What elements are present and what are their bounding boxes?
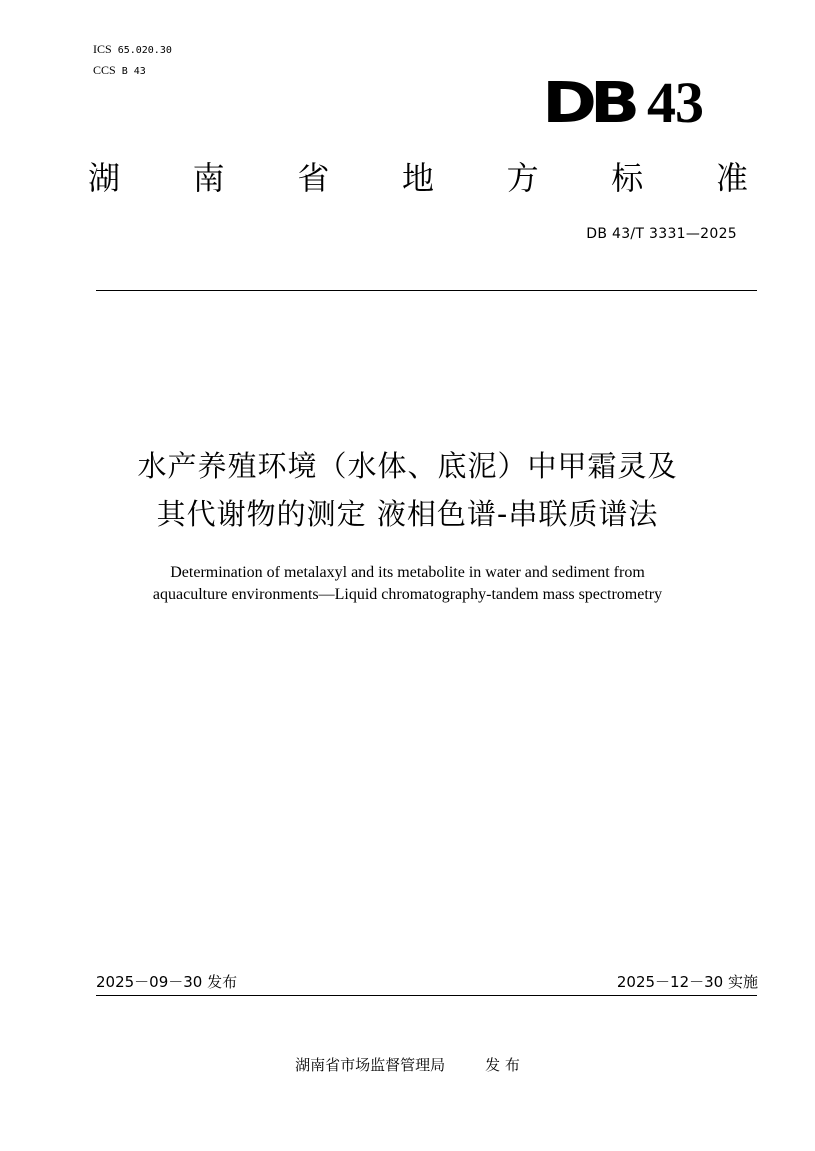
- chinese-title-line-2: 其代谢物的测定 液相色谱-串联质谱法: [156, 497, 659, 531]
- footer-divider: [96, 995, 757, 996]
- ics-code: 65.020.30: [117, 45, 172, 56]
- chinese-title-line-1: 水产养殖环境（水体、底泥）中甲霜灵及: [137, 449, 678, 483]
- standard-type-heading: [88, 156, 748, 200]
- english-title-line-2: aquaculture environments—Liquid chromatography-tandem mass spectrometry: [152, 586, 663, 603]
- header-divider: [96, 290, 757, 291]
- standard-type-char: 湖: [88, 159, 121, 197]
- db-logo-number: 43: [647, 70, 703, 135]
- ccs-label: CCS: [93, 63, 116, 77]
- implementation-date: 2025－12－30 实施: [616, 973, 758, 991]
- standard-type-char: 准: [715, 159, 748, 197]
- english-title-line-1: Determination of metalaxyl and its metabolite in water and sediment from: [170, 564, 645, 581]
- standard-type-char: 地: [401, 159, 434, 197]
- standard-type-char: 标: [611, 159, 644, 197]
- db-logo: [541, 70, 703, 136]
- ccs-code: B 43: [121, 66, 146, 77]
- standard-number: DB 43/T 3331—2025: [586, 226, 737, 242]
- ics-classification: [93, 41, 172, 59]
- publisher: [0, 1054, 815, 1076]
- standard-type-char: 南: [192, 159, 225, 197]
- publisher-action: 发 布: [485, 1056, 520, 1074]
- standard-type-char: 省: [297, 159, 330, 197]
- publisher-name: 湖南省市场监督管理局: [295, 1056, 446, 1074]
- db-logo-letters: DB: [541, 71, 633, 136]
- ics-label: ICS: [93, 42, 112, 56]
- standard-type-char: 方: [506, 159, 539, 197]
- ccs-classification: [93, 62, 146, 80]
- issue-date: 2025－09－30 发布: [96, 973, 238, 991]
